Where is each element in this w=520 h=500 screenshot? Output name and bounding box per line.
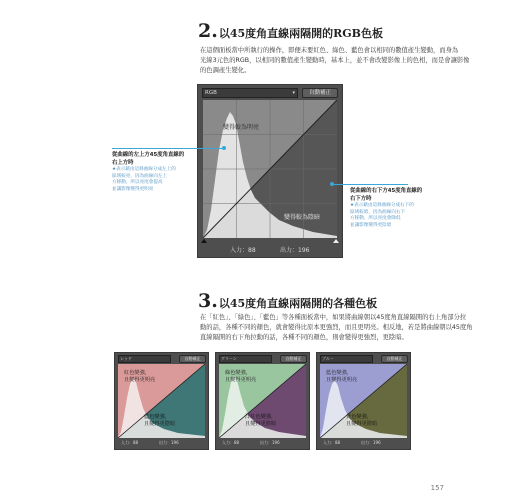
- upper-label-line: 藍色變強，: [326, 370, 352, 376]
- curves-graph[interactable]: [118, 364, 205, 438]
- lower-label: [346, 414, 377, 428]
- callout-left-body-line: ★表示藉由這條曲線分成左上的: [112, 167, 176, 172]
- channel-select-value: ブルー: [322, 356, 334, 361]
- upper-label-line: 紅色變強，: [124, 370, 150, 376]
- lower-label-line: 洋紅色變強，: [245, 414, 277, 420]
- input-value: 入力：88: [121, 440, 139, 445]
- callout-right-body-line: ★表示藉由這條曲線分成右下的: [350, 203, 414, 208]
- chevron-down-icon: ▾: [292, 90, 295, 96]
- lower-label: [144, 414, 175, 428]
- input-value: 入力：88: [222, 440, 240, 445]
- callout-right: [350, 188, 426, 229]
- lower-label-line: 藍色變強，: [144, 414, 170, 420]
- curves-panel-rgb: [197, 84, 343, 258]
- auto-correct-button[interactable]: 自動補正: [179, 355, 206, 363]
- lower-label-line: 且變得更陰暗: [144, 421, 176, 427]
- curves-panel-red: [114, 352, 209, 450]
- callout-left-title: [112, 152, 188, 167]
- channel-select[interactable]: [118, 355, 171, 363]
- curves-panel-green: [215, 352, 310, 450]
- section-2-paragraph: [200, 46, 470, 77]
- callout-right-body-line: 方移動，所以亮度會降低: [350, 216, 401, 222]
- callout-left-body-line: 並讓影像變得更明亮: [112, 186, 154, 192]
- callout-right-title-line: 右下方時: [350, 195, 372, 202]
- callout-right-title: [350, 188, 426, 203]
- callout-left-dot: [222, 146, 226, 150]
- curves-graph[interactable]: [219, 364, 306, 438]
- section-3-line: 在「紅色」、「綠色」、「藍色」等各種面板當中，如果將曲線朝以45度角直線隔開的右上角部分拉: [200, 314, 467, 321]
- curves-graph[interactable]: [203, 100, 337, 238]
- section-3-title: [198, 290, 377, 312]
- lower-label-line: 且變得更陰暗: [346, 421, 378, 427]
- lower-label-line: 且變得更陰暗: [245, 421, 277, 427]
- channel-select[interactable]: [320, 355, 373, 363]
- upper-label-line: 且變得更明亮: [225, 377, 257, 383]
- callout-left-body: [112, 167, 188, 193]
- upper-label: [326, 370, 357, 384]
- page-number: 157: [430, 484, 444, 492]
- lower-label: [245, 414, 276, 428]
- callout-right-body: [350, 203, 426, 229]
- highlight-slider-handle[interactable]: [333, 239, 339, 243]
- upper-label: [124, 370, 155, 384]
- section-3-line: 直線隔開的右下角拉動的話，各種不同的顏色，則會變得更強烈，更陰暗。: [200, 334, 408, 342]
- channel-select-value: レッド: [120, 356, 132, 361]
- section-3-line: 動的話，各種不同的顏色，就會變得比原本更強烈，而且更明亮。相反地，若是將曲線朝以45度角: [200, 324, 473, 332]
- output-value: 出力：196: [260, 440, 280, 445]
- section-2-line: 光線3元色的RGB，以相同的數值產生變動時，基本上，並不會改變影像上的色相，而是會讓影像: [200, 57, 470, 65]
- callout-right-body-line: 並讓影像變得更陰暗: [350, 222, 392, 228]
- callout-left-title-line: 右上方時: [112, 159, 134, 166]
- upper-label: 變得較為明亮: [222, 124, 259, 131]
- auto-correct-button[interactable]: 自動補正: [280, 355, 307, 363]
- output-value: 出力：196: [361, 440, 381, 445]
- callout-left-body-line: 區域較亮，因為曲線向左上: [112, 173, 168, 179]
- auto-correct-button[interactable]: 自動補正: [302, 88, 338, 98]
- callout-left-body-line: 方移動，所以亮度會提高: [112, 180, 163, 186]
- curves-graph[interactable]: [320, 364, 407, 438]
- section-2-heading: 以45度角直線兩隔開的RGB色板: [218, 27, 383, 40]
- section-3-number: 3.: [198, 290, 218, 312]
- upper-label-line: 綠色變強，: [225, 370, 251, 376]
- callout-right-dot: [330, 182, 334, 186]
- output-value: 出力：196: [280, 247, 310, 254]
- section-2-title: [198, 20, 383, 42]
- lower-label-line: 黃色變強，: [346, 414, 372, 420]
- output-value: 出力：196: [159, 440, 179, 445]
- upper-label-line: 且變得更明亮: [326, 377, 358, 383]
- section-3-heading: 以45度角直線兩隔開的各種色板: [218, 297, 378, 310]
- channel-select-value: グリーン: [221, 356, 237, 361]
- section-3-paragraph: [200, 313, 480, 344]
- section-2-line: 的色調產生變化。: [200, 67, 251, 75]
- callout-right-line: [332, 184, 408, 185]
- section-2-line: 在這個面板當中所執行的操作，即便未要紅色、綠色、藍色會以相同的數值產生變動，而身為: [200, 47, 459, 54]
- upper-label-line: 且變得更明亮: [124, 377, 156, 383]
- callout-left-line: [112, 148, 224, 149]
- input-value: 入力：88: [230, 247, 256, 254]
- callout-right-body-line: 區域較暗，因為曲線向右下: [350, 209, 406, 215]
- callout-left: [112, 152, 188, 193]
- input-value: 入力：88: [323, 440, 341, 445]
- curves-panel-blue: [316, 352, 411, 450]
- lower-label: 變得較為陰暗: [283, 214, 320, 221]
- channel-select-value: RGB: [205, 90, 217, 96]
- auto-correct-button[interactable]: 自動補正: [381, 355, 408, 363]
- shadow-slider-handle[interactable]: [201, 239, 207, 243]
- channel-select[interactable]: [202, 88, 298, 98]
- channel-select[interactable]: [219, 355, 272, 363]
- callout-right-title-line: 從曲線的右下方45度角直線的: [350, 188, 423, 194]
- section-2-number: 2.: [198, 20, 218, 42]
- callout-left-title-line: 從曲線的左上方45度角直線的: [112, 152, 185, 158]
- upper-label: [225, 370, 256, 384]
